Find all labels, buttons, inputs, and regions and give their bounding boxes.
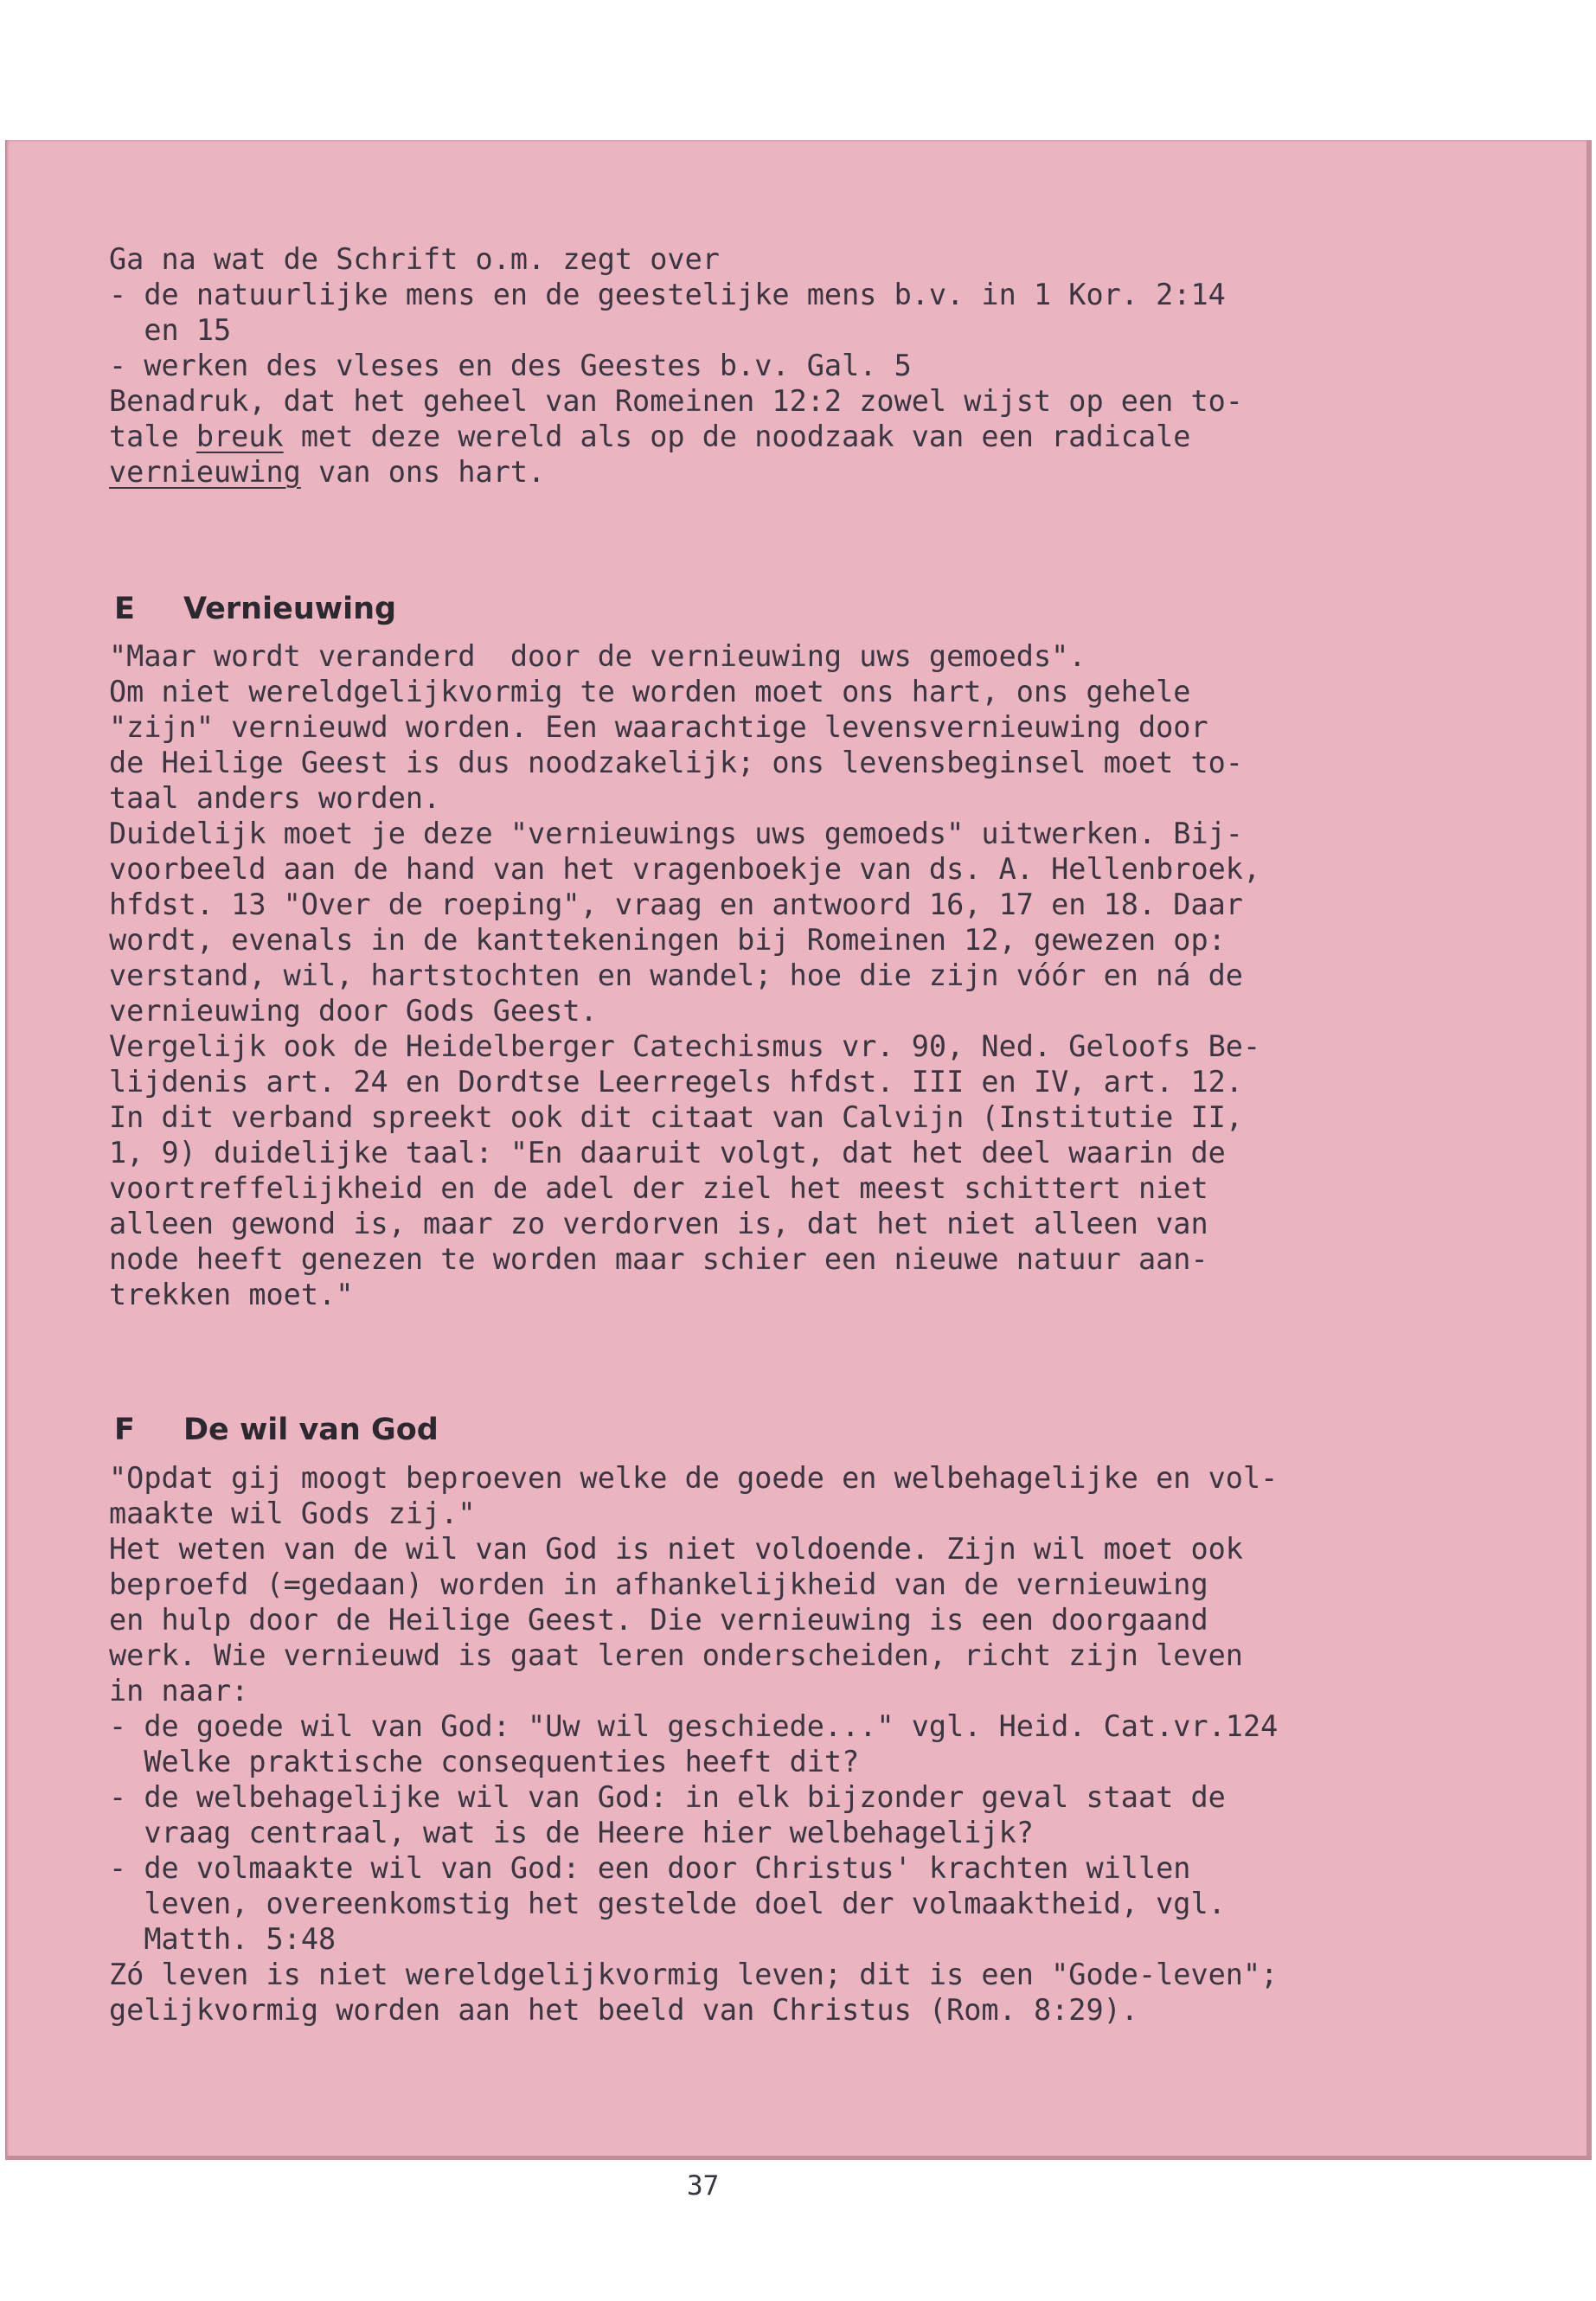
section-e-line: vernieuwing door Gods Geest.	[109, 994, 598, 1028]
section-e-line: Om niet wereldgelijkvormig te worden moet ons hart, ons gehele	[109, 675, 1191, 708]
intro-line: - de natuurlijke mens en de geestelijke mens b.v. in 1 Kor. 2:14	[109, 278, 1226, 311]
intro-line: - werken des vleses en des Geestes b.v. Gal. 5	[109, 349, 912, 382]
section-e-line: In dit verband spreekt ook dit citaat van Calvijn (Institutie II,	[109, 1100, 1243, 1134]
section-f-line: beproefd (=gedaan) worden in afhankelijkheid van de vernieuwing	[109, 1567, 1208, 1601]
section-e-body	[109, 638, 1260, 1312]
section-f-line: "Opdat gij moogt beproeven welke de goede en welbehagelijke en vol-	[109, 1461, 1279, 1495]
page-edge-bottom	[5, 2156, 1592, 2160]
section-e-line: Duidelijk moet je deze "vernieuwings uws gemoeds" uitwerken. Bij-	[109, 817, 1243, 850]
section-f-body	[109, 1460, 1278, 2028]
section-e-line: alleen gewond is, maar zo verdorven is, dat het niet alleen van	[109, 1207, 1208, 1240]
section-f-line: Zó leven is niet wereldgelijkvormig leven; dit is een "Gode-leven";	[109, 1958, 1279, 1991]
section-f-heading	[114, 1413, 439, 1447]
section-f-line: - de volmaakte wil van God: een door Christus' krachten willen	[109, 1851, 1191, 1885]
section-f-line: maakte wil Gods zij."	[109, 1497, 476, 1530]
section-f-line: Matth. 5:48	[109, 1922, 337, 1956]
underlined-word-vernieuwing: vernieuwing	[109, 455, 301, 489]
underlined-word-breuk: breuk	[195, 420, 284, 453]
section-e-line: taal anders worden.	[109, 781, 441, 815]
section-e-line: hfdst. 13 "Over de roeping", vraag en antwoord 16, 17 en 18. Daar	[109, 888, 1243, 921]
intro-text: van ons hart.	[300, 455, 546, 489]
section-e-line: voorbeeld aan de hand van het vragenboekje van ds. A. Hellenbroek,	[109, 852, 1261, 886]
section-e-title: Vernieuwing	[183, 592, 397, 626]
section-e-line: de Heilige Geest is dus noodzakelijk; ons levensbeginsel moet to-	[109, 746, 1243, 779]
section-f-line: werk. Wie vernieuwd is gaat leren onderscheiden, richt zijn leven	[109, 1638, 1243, 1672]
section-f-line: leven, overeenkomstig het gestelde doel der volmaaktheid, vgl.	[109, 1887, 1226, 1920]
intro-line: Ga na wat de Schrift o.m. zegt over	[109, 242, 720, 276]
page-number: 37	[687, 2170, 720, 2202]
section-f-line: en hulp door de Heilige Geest. Die vernieuwing is een doorgaand	[109, 1603, 1208, 1637]
section-f-line: Het weten van de wil van God is niet voldoende. Zijn wil moet ook	[109, 1532, 1243, 1566]
page-edge-right	[1586, 140, 1592, 2160]
section-f-letter: F	[114, 1413, 135, 1447]
section-f-line: Welke praktische consequenties heeft dit?	[109, 1745, 860, 1779]
section-e-line: Vergelijk ook de Heidelberger Catechismus vr. 90, Ned. Geloofs Be-	[109, 1029, 1261, 1063]
section-e-line: wordt, evenals in de kanttekeningen bij Romeinen 12, gewezen op:	[109, 923, 1226, 957]
section-f-line: - de goede wil van God: "Uw wil geschiede..." vgl. Heid. Cat.vr.124	[109, 1709, 1279, 1743]
section-f-title: De wil van God	[183, 1413, 439, 1447]
section-f-line: in naar:	[109, 1674, 249, 1708]
section-e-line: trekken moet."	[109, 1278, 354, 1311]
intro-line: Benadruk, dat het geheel van Romeinen 12:2 zowel wijst op een to-	[109, 384, 1243, 418]
section-e-heading	[114, 592, 396, 626]
intro-line: en 15	[109, 313, 232, 347]
section-e-line: node heeft genezen te worden maar schier een nieuwe natuur aan-	[109, 1242, 1208, 1276]
section-e-line: 1, 9) duidelijke taal: "En daaruit volgt, dat het deel waarin de	[109, 1136, 1226, 1170]
section-e-line: "zijn" vernieuwd worden. Een waarachtige levensvernieuwing door	[109, 710, 1208, 744]
section-f-line: gelijkvormig worden aan het beeld van Christus (Rom. 8:29).	[109, 1993, 1138, 2027]
section-e-line: "Maar wordt veranderd door de vernieuwing uws gemoeds".	[109, 639, 1086, 673]
intro-line	[109, 419, 1243, 454]
section-e-line: verstand, wil, hartstochten en wandel; hoe die zijn vóór en ná de	[109, 958, 1243, 992]
section-f-line: - de welbehagelijke wil van God: in elk bijzonder geval staat de	[109, 1780, 1226, 1814]
intro-block	[109, 241, 1243, 490]
intro-line	[109, 454, 1243, 490]
book-page	[5, 140, 1592, 2202]
section-f-line: vraag centraal, wat is de Heere hier welbehagelijk?	[109, 1816, 1034, 1849]
intro-text: tale	[109, 420, 196, 453]
section-e-line: lijdenis art. 24 en Dordtse Leerregels hfdst. III en IV, art. 12.	[109, 1065, 1243, 1099]
section-e-letter: E	[114, 592, 135, 626]
intro-text: met deze wereld als op de noodzaak van een radicale	[283, 420, 1191, 453]
section-e-line: voortreffelijkheid en de adel der ziel het meest schittert niet	[109, 1171, 1208, 1205]
